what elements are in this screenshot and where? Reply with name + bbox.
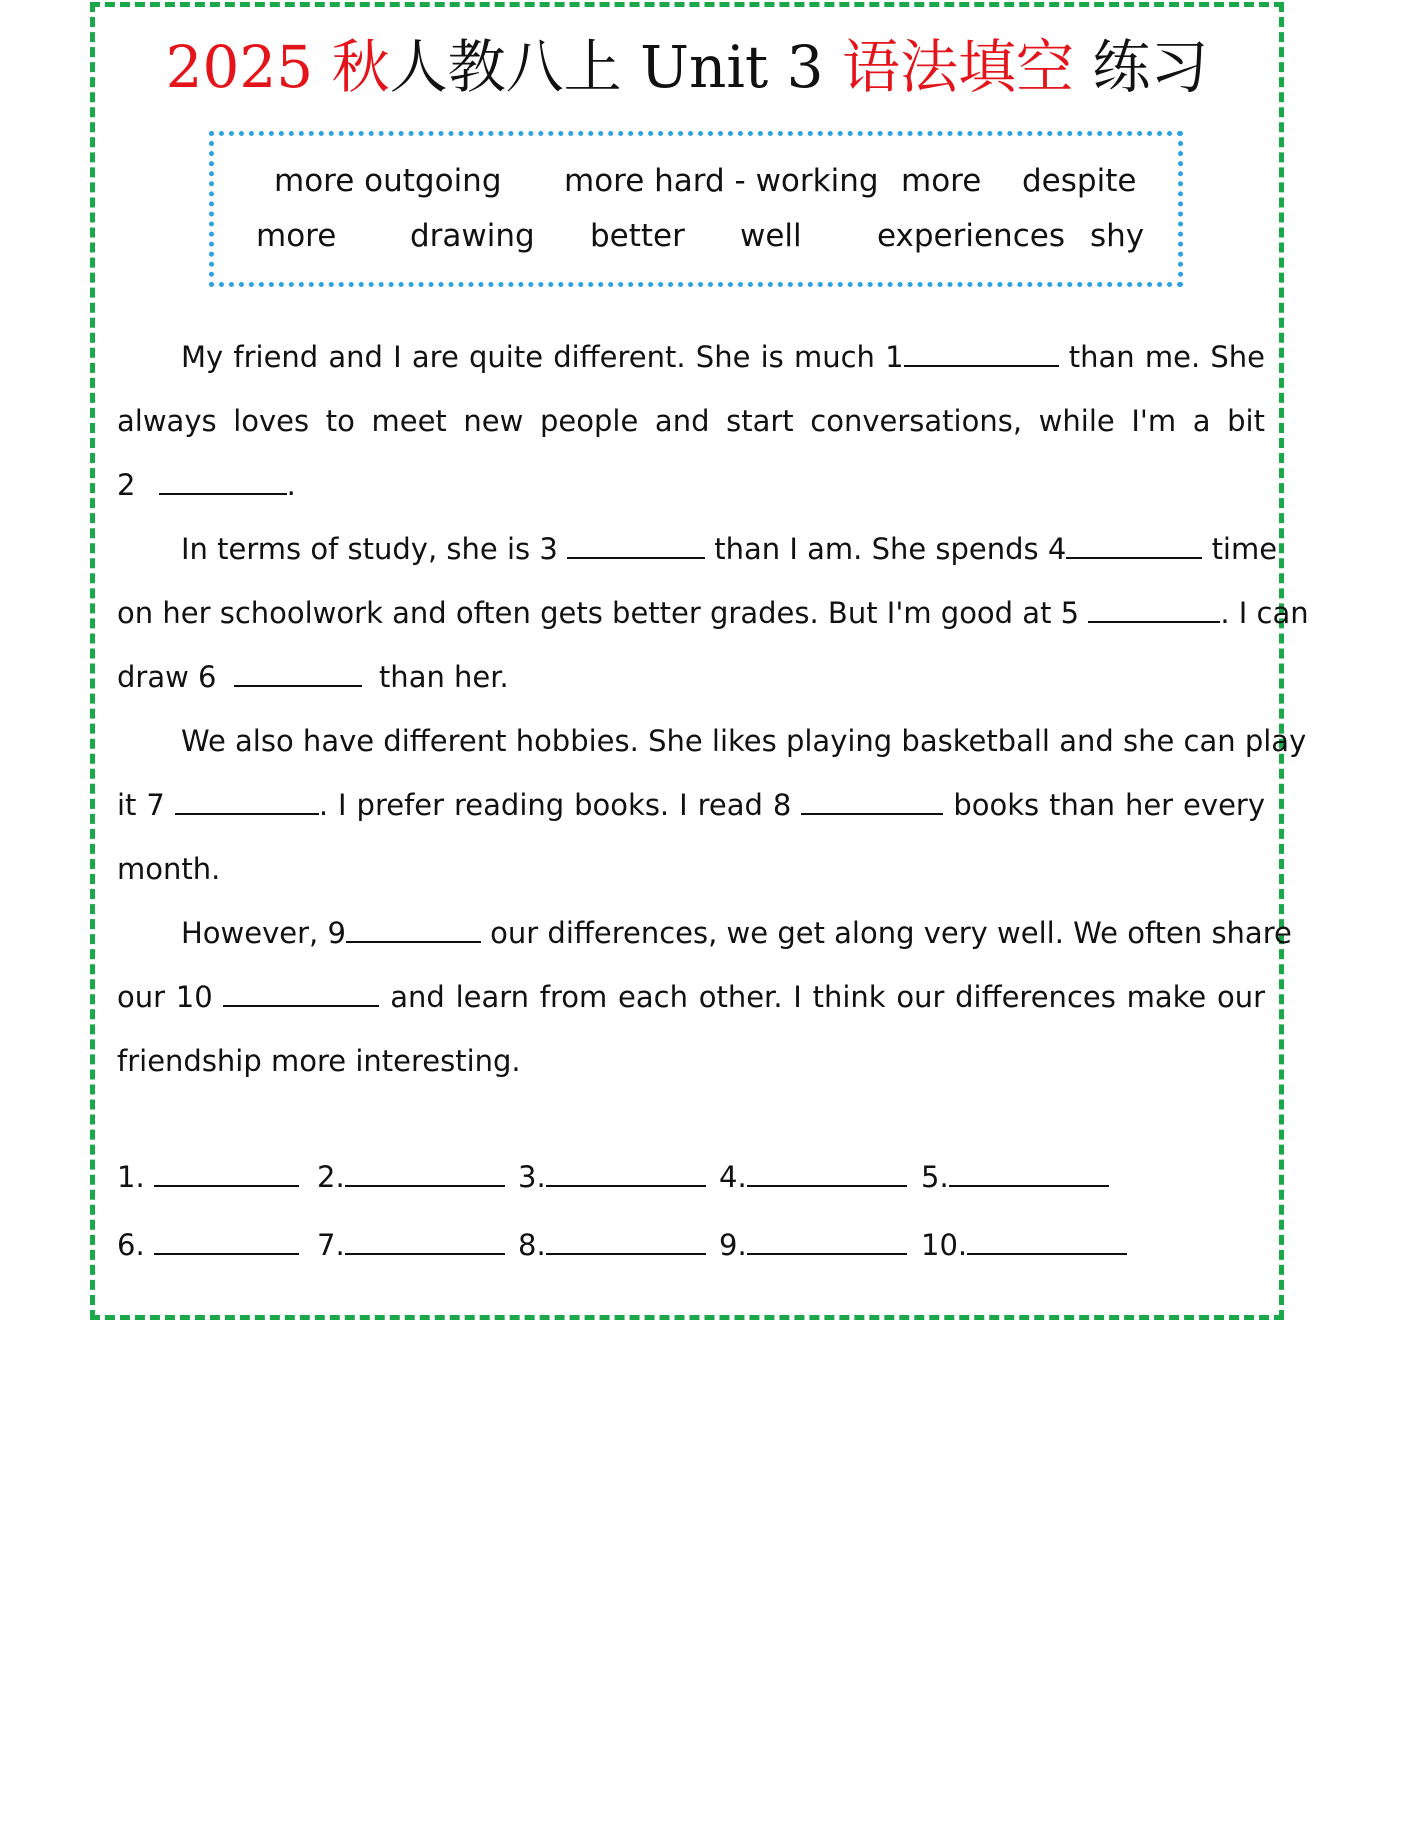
passage-line: However, 9 our differences, we get along very well. We often share (181, 916, 1292, 950)
title-year: 2025 (165, 33, 314, 101)
word-bank-item: well (740, 218, 802, 254)
answer-item-7[interactable]: 7. (317, 1225, 505, 1265)
passage-line: My friend and I are quite different. She is much 1 than me. She (181, 340, 1266, 374)
passage-line: month. (117, 852, 221, 886)
answer-item-3[interactable]: 3. (518, 1157, 706, 1197)
blank-4[interactable] (1066, 535, 1202, 559)
passage-line: 2 . (117, 468, 296, 502)
word-bank-item: shy (1090, 218, 1145, 254)
answer-item-9[interactable]: 9. (719, 1225, 907, 1265)
answer-item-10[interactable]: 10. (921, 1225, 1127, 1265)
passage-line: draw 6 than her. (117, 660, 509, 694)
passage-line: our 10 and learn from each other. I think our differences make our (117, 980, 1266, 1014)
title-book: 人教八上 Unit 3 (389, 33, 824, 101)
answer-item-1[interactable]: 1. (117, 1157, 299, 1197)
word-bank-item: more (256, 218, 337, 254)
passage-line: We also have different hobbies. She likes playing basketball and she can play (181, 724, 1307, 758)
blank-2[interactable] (159, 471, 287, 495)
answer-item-2[interactable]: 2. (317, 1157, 505, 1197)
blank-6[interactable] (234, 663, 362, 687)
blank-3[interactable] (567, 535, 705, 559)
passage-line: on her schoolwork and often gets better grades. But I'm good at 5 . I can (117, 596, 1309, 630)
passage-line: always loves to meet new people and start conversations, while I'm a bit (117, 404, 1265, 438)
answer-item-4[interactable]: 4. (719, 1157, 907, 1197)
word-bank-item: drawing (410, 218, 535, 254)
blank-5[interactable] (1088, 599, 1220, 623)
answer-item-8[interactable]: 8. (518, 1225, 706, 1265)
passage-line: it 7 . I prefer reading books. I read 8 books than her every (117, 788, 1265, 822)
word-bank-item: more outgoing (274, 163, 502, 199)
answer-row (117, 1157, 1277, 1225)
blank-7[interactable] (175, 791, 319, 815)
word-bank (209, 131, 1183, 287)
answer-item-5[interactable]: 5. (921, 1157, 1109, 1197)
passage (117, 325, 1309, 1093)
answer-section (117, 1157, 1277, 1293)
word-bank-item: more (901, 163, 982, 199)
word-bank-item: experiences (877, 218, 1065, 254)
blank-10[interactable] (223, 983, 379, 1007)
word-bank-item: more hard - working (564, 163, 879, 199)
blank-1[interactable] (904, 343, 1059, 367)
passage-line: In terms of study, she is 3 than I am. She spends 4 time (181, 532, 1278, 566)
blank-8[interactable] (801, 791, 943, 815)
word-bank-item: better (590, 218, 685, 254)
title-topic: 语法填空 (841, 33, 1074, 101)
word-bank-item: despite (1022, 163, 1137, 199)
title-season: 秋 (331, 33, 390, 101)
blank-9[interactable] (346, 919, 481, 943)
answer-item-6[interactable]: 6. (117, 1225, 299, 1265)
page-title (95, 29, 1279, 105)
answer-row (117, 1225, 1277, 1293)
title-suffix: 练习 (1092, 33, 1209, 101)
worksheet-frame (90, 2, 1309, 1320)
passage-line: friendship more interesting. (117, 1044, 521, 1078)
